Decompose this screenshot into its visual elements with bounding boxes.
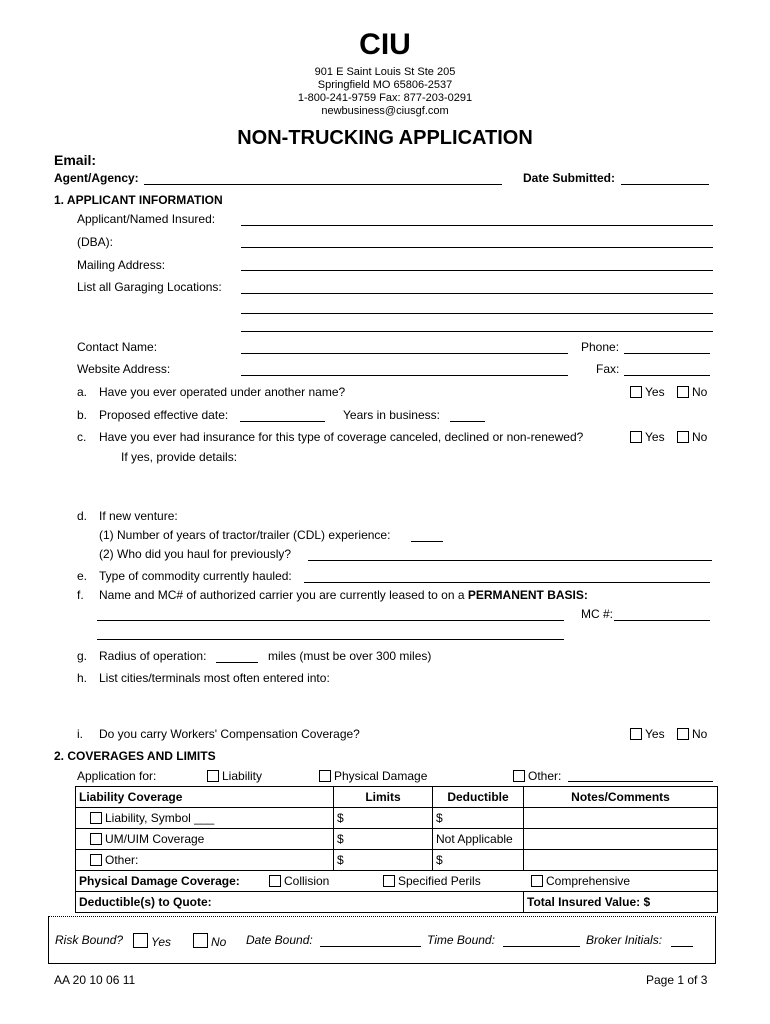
other-coverage-cell[interactable] [76,850,334,871]
mailing-field[interactable] [241,270,713,271]
checkbox[interactable] [513,770,525,782]
garaging-field-1[interactable] [241,293,713,294]
collision-option[interactable] [269,874,329,888]
deductible-cell[interactable]: $ [433,808,524,829]
checkbox[interactable] [90,833,102,845]
liability-option-label: Liability [222,769,263,783]
item-b-text: Proposed effective date: [99,408,229,422]
physical-damage-option[interactable] [319,769,427,783]
date-bound-field[interactable] [320,946,421,947]
item-h-letter: h. [77,671,88,685]
item-f-bold: PERMANENT BASIS: [467,588,588,602]
carrier-name-field-2[interactable] [97,639,564,640]
checkbox[interactable] [90,854,102,866]
risk-yes-option[interactable] [133,933,171,949]
item-i-text: Do you carry Workers' Compensation Coverage? [99,727,360,741]
website-label: Website Address: [77,362,171,376]
fax-field[interactable] [624,375,710,376]
deductible-row [76,892,718,913]
contact-label: Contact Name: [77,340,158,354]
item-e-letter: e. [77,569,88,583]
other-option-field[interactable] [568,781,713,782]
cdl-years-field[interactable] [411,541,443,542]
liability-symbol-cell[interactable] [76,808,334,829]
garaging-label: List all Garaging Locations: [77,280,222,294]
row-label: Liability, Symbol ___ [105,811,215,825]
garaging-field-3[interactable] [241,331,713,332]
section2-heading: 2. COVERAGES AND LIMITS [54,749,216,763]
checkbox[interactable] [630,728,642,740]
table-header-row [76,787,718,808]
checkbox[interactable] [677,728,689,740]
checkbox[interactable] [630,386,642,398]
broker-initials-label: Broker Initials: [586,933,663,947]
contact-field[interactable] [241,353,568,354]
checkbox[interactable] [531,875,543,887]
item-d1-text: (1) Number of years of tractor/trailer (CDL) experience: [99,528,391,542]
notes-cell[interactable] [524,808,718,829]
applicant-field[interactable] [241,225,713,226]
collision-label: Collision [284,874,330,888]
item-i-yes[interactable] [630,727,665,741]
deductible-cell: Not Applicable [433,829,524,850]
item-c-text: Have you ever had insurance for this type of coverage canceled, declined or non-renewed? [99,430,584,444]
risk-bound-label: Risk Bound? [55,933,124,947]
phone-label: Phone: [581,340,620,354]
table-row [76,850,718,871]
company-address-line2: Springfield MO 65806-2537 [317,79,453,91]
item-c-letter: c. [77,430,87,444]
item-b-letter: b. [77,408,88,422]
yes-label: Yes [645,430,665,444]
limit-cell[interactable]: $ [334,829,433,850]
checkbox[interactable] [207,770,219,782]
item-i-letter: i. [77,727,83,741]
item-d-text: If new venture: [99,509,178,523]
no-label: No [692,430,708,444]
mc-field[interactable] [614,620,710,621]
deductibles-to-quote[interactable]: Deductible(s) to Quote: [76,892,524,913]
company-phone-fax: 1-800-241-9759 Fax: 877-203-0291 [297,92,473,104]
item-a-letter: a. [77,385,88,399]
yes-label: Yes [645,727,665,741]
item-g-letter: g. [77,649,88,663]
col-notes: Notes/Comments [524,787,718,808]
dba-field[interactable] [241,247,713,248]
checkbox[interactable] [90,812,102,824]
col-deductible: Deductible [433,787,524,808]
risk-yes-label: Yes [151,935,172,949]
form-id: AA 20 10 06 11 [54,973,136,987]
checkbox[interactable] [630,431,642,443]
page-title: NON-TRUCKING APPLICATION [237,127,533,149]
no-label: No [692,385,708,399]
mailing-label: Mailing Address: [77,258,166,272]
limit-cell[interactable]: $ [334,850,433,871]
date-submitted-field[interactable] [621,184,709,185]
application-for-label: Application for: [77,769,157,783]
checkbox[interactable] [677,386,689,398]
item-a-yes[interactable] [630,385,665,399]
garaging-field-2[interactable] [241,313,713,314]
col-liability-coverage: Liability Coverage [76,787,334,808]
date-bound-label: Date Bound: [246,933,313,947]
item-h-text: List cities/terminals most often entered into: [99,671,330,685]
phone-field[interactable] [624,353,710,354]
item-a-no[interactable] [677,385,707,399]
company-address-line1: 901 E Saint Louis St Ste 205 [314,66,456,78]
years-in-business-label: Years in business: [343,408,440,422]
checkbox[interactable] [677,431,689,443]
haul-previously-field[interactable] [308,560,712,561]
agent-label: Agent/Agency: [54,171,139,185]
other-option[interactable] [513,769,561,783]
comprehensive-option[interactable] [531,874,630,888]
years-in-business-field[interactable] [450,421,485,422]
checkbox[interactable] [269,875,281,887]
section1-heading: 1. APPLICANT INFORMATION [54,193,223,207]
total-insured-value[interactable]: Total Insured Value: $ [524,892,718,913]
item-a-text: Have you ever operated under another name? [99,385,346,399]
comprehensive-label: Comprehensive [546,874,631,888]
limit-cell[interactable]: $ [334,808,433,829]
yes-label: Yes [645,385,665,399]
row-label: UM/UIM Coverage [105,832,205,846]
company-name: CIU [359,28,411,61]
website-field[interactable] [241,375,568,376]
item-g-miles: miles (must be over 300 miles) [268,649,432,663]
item-i-no[interactable] [677,727,707,741]
table-row [76,808,718,829]
item-f-label: Name and MC# of authorized carrier you are currently leased to on a [99,588,468,602]
risk-no-option[interactable] [193,933,226,949]
time-bound-field[interactable] [503,946,580,947]
um-uim-cell[interactable] [76,829,334,850]
email-label: Email: [54,152,97,168]
mc-label: MC #: [581,607,614,621]
other-option-label: Other: [528,769,562,783]
table-row [76,829,718,850]
item-d-letter: d. [77,509,88,523]
fax-label: Fax: [596,362,620,376]
dba-label: (DBA): [77,235,113,249]
item-d2-text: (2) Who did you haul for previously? [99,547,292,561]
time-bound-label: Time Bound: [427,933,495,947]
commodity-field[interactable] [304,582,710,583]
coverage-table [75,786,718,913]
item-g-text: Radius of operation: [99,649,207,663]
physical-damage-row [76,871,718,892]
specified-perils-option[interactable] [383,874,481,888]
checkbox[interactable] [319,770,331,782]
carrier-name-field-1[interactable] [97,620,564,621]
risk-no-label: No [211,935,227,949]
physical-damage-option-label: Physical Damage [334,769,428,783]
no-label: No [692,727,708,741]
row-label: Other: [105,853,139,867]
broker-initials-field[interactable] [671,946,693,947]
item-c-yes[interactable] [630,430,665,444]
checkbox[interactable] [133,933,148,948]
company-email: newbusiness@ciusgf.com [321,105,449,117]
physical-damage-label: Physical Damage Coverage: [79,874,240,888]
col-limits: Limits [334,787,433,808]
notes-cell[interactable] [524,850,718,871]
item-c-no[interactable] [677,430,707,444]
item-c-details: If yes, provide details: [121,450,238,464]
item-f-text [99,588,588,602]
radius-field[interactable] [216,662,258,663]
agent-field[interactable] [144,184,502,185]
checkbox[interactable] [193,933,208,948]
deductible-cell[interactable]: $ [433,850,524,871]
applicant-label: Applicant/Named Insured: [77,212,216,226]
checkbox[interactable] [383,875,395,887]
item-f-letter: f. [77,588,84,602]
item-e-text: Type of commodity currently hauled: [99,569,292,583]
notes-cell[interactable] [524,829,718,850]
liability-option[interactable] [207,769,262,783]
effective-date-field[interactable] [240,421,325,422]
specified-perils-label: Specified Perils [398,874,481,888]
date-submitted-label: Date Submitted: [523,171,616,185]
page-number: Page 1 of 3 [646,973,708,987]
